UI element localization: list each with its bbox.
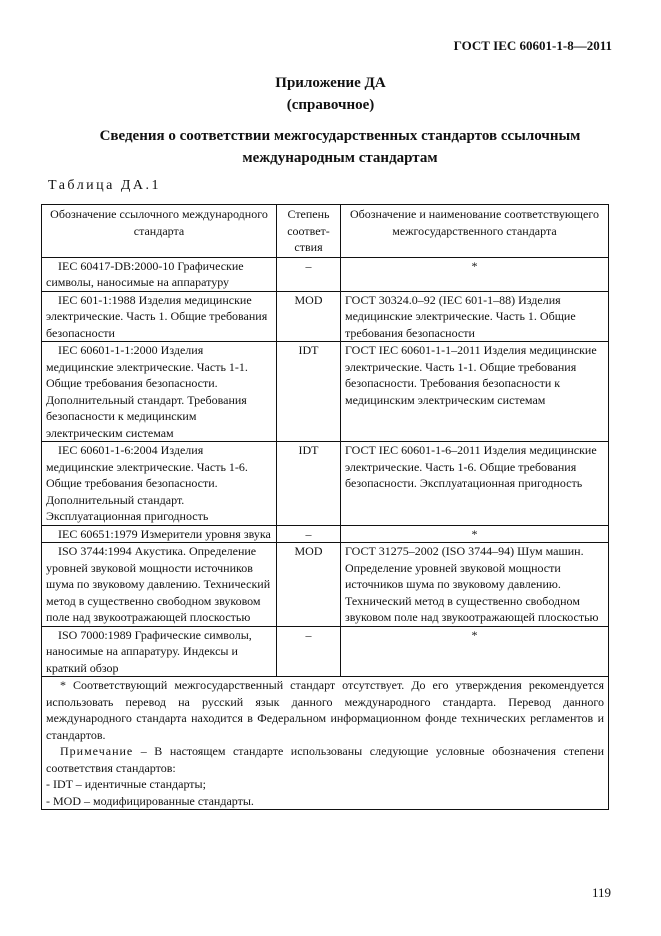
note-label: Примечание bbox=[60, 744, 134, 758]
appendix-note: (справочное) bbox=[286, 97, 375, 113]
intl-standard-cell: ISO 3744:1994 Акустика. Определение уровней звуковой мощности источников шума по звуковому давлению. Технический метод в существенно свободном звуковом поле над звукоотражающей плоскостью bbox=[42, 543, 277, 627]
table-caption: Таблица ДА.1 bbox=[48, 178, 162, 193]
national-standard-cell: ГОСТ IEC 60601-1-1–2011 Изделия медицинские электрические. Часть 1-1. Общие требования безопасности. Требования безопасности к медицинским электрическим системам bbox=[341, 342, 609, 442]
table-row bbox=[42, 525, 609, 543]
table-row bbox=[42, 626, 609, 677]
table-row bbox=[42, 543, 609, 627]
section-title: Сведения о соответствии межгосударственных стандартов ссылочным международным стандартам bbox=[99, 128, 581, 166]
degree-cell: – bbox=[277, 626, 341, 677]
table-row bbox=[42, 342, 609, 442]
intl-standard-cell: IEC 60417-DB:2000-10 Графические символы, наносимые на аппаратуру bbox=[42, 257, 277, 291]
degree-cell: MOD bbox=[277, 543, 341, 627]
standards-table bbox=[41, 204, 609, 810]
national-standard-cell: ГОСТ IEC 60601-1-6–2011 Изделия медицинские электрические. Часть 1-6. Общие требования безопасности. Эксплуатационная пригодность bbox=[341, 442, 609, 526]
degree-cell: – bbox=[277, 257, 341, 291]
page-number: 119 bbox=[591, 885, 611, 900]
header-national-standard: Обозначение и наименование соответствующего межгосударственного стандарта bbox=[341, 205, 609, 258]
note-item: - MOD – модифицированные стандарты. bbox=[46, 793, 254, 808]
degree-cell: – bbox=[277, 525, 341, 543]
note bbox=[46, 743, 604, 776]
footnote: * Соответствующий межгосударственный стандарт отсутствует. До его утверждения рекомендуется использовать перевод на русский язык данного международного стандарта. Перевод данного международного стандарта находится в Федеральном информационном фонде технических регламентов и стандартов. bbox=[46, 678, 604, 742]
intl-standard-cell: IEC 60601-1-6:2004 Изделия медицинские электрические. Часть 1-6. Общие требования безопасности. Дополнительный стандарт. Эксплуатационная пригодность bbox=[42, 442, 277, 526]
table-footer-row bbox=[42, 677, 609, 810]
national-standard-cell: ГОСТ 31275–2002 (ISO 3744–94) Шум машин. Определение уровней звуковой мощности источников шума по звуковому давлению. Технический метод в существенно свободном звуковом поле над звукоотражающей плоскостью bbox=[341, 543, 609, 627]
national-standard-cell: * bbox=[341, 626, 609, 677]
appendix-title: Приложение ДА bbox=[275, 75, 386, 91]
national-standard-cell: * bbox=[341, 257, 609, 291]
table-row bbox=[42, 442, 609, 526]
note-text: – В настоящем стандарте использованы следующие условные обозначения степени соответствия стандартов: bbox=[46, 744, 604, 775]
appendix-heading bbox=[0, 72, 661, 116]
table-header-row bbox=[42, 205, 609, 258]
intl-standard-cell: IEC 60601-1-1:2000 Изделия медицинские электрические. Часть 1-1. Общие требования безопасности. Дополнительный стандарт. Требования безопасности к медицинским электрическим системам bbox=[42, 342, 277, 442]
intl-standard-cell: IEC 601-1:1988 Изделия медицинские электрические. Часть 1. Общие требования безопасности bbox=[42, 291, 277, 342]
table-row bbox=[42, 291, 609, 342]
national-standard-cell: * bbox=[341, 525, 609, 543]
table-row bbox=[42, 257, 609, 291]
table-footer bbox=[42, 677, 609, 810]
degree-cell: IDT bbox=[277, 442, 341, 526]
document-header: ГОСТ IEC 60601-1-8—2011 bbox=[453, 38, 612, 53]
intl-standard-cell: ISO 7000:1989 Графические символы, наносимые на аппаратуру. Индексы и краткий обзор bbox=[42, 626, 277, 677]
intl-standard-cell: IEC 60651:1979 Измерители уровня звука bbox=[42, 525, 277, 543]
header-intl-standard: Обозначение ссылочного международного стандарта bbox=[42, 205, 277, 258]
national-standard-cell: ГОСТ 30324.0–92 (IEC 601-1–88) Изделия медицинские электрические. Часть 1. Общие требования безопасности bbox=[341, 291, 609, 342]
note-item: - IDT – идентичные стандарты; bbox=[46, 777, 206, 791]
degree-cell: IDT bbox=[277, 342, 341, 442]
degree-cell: MOD bbox=[277, 291, 341, 342]
header-degree: Степень соответ-ствия bbox=[277, 205, 341, 258]
